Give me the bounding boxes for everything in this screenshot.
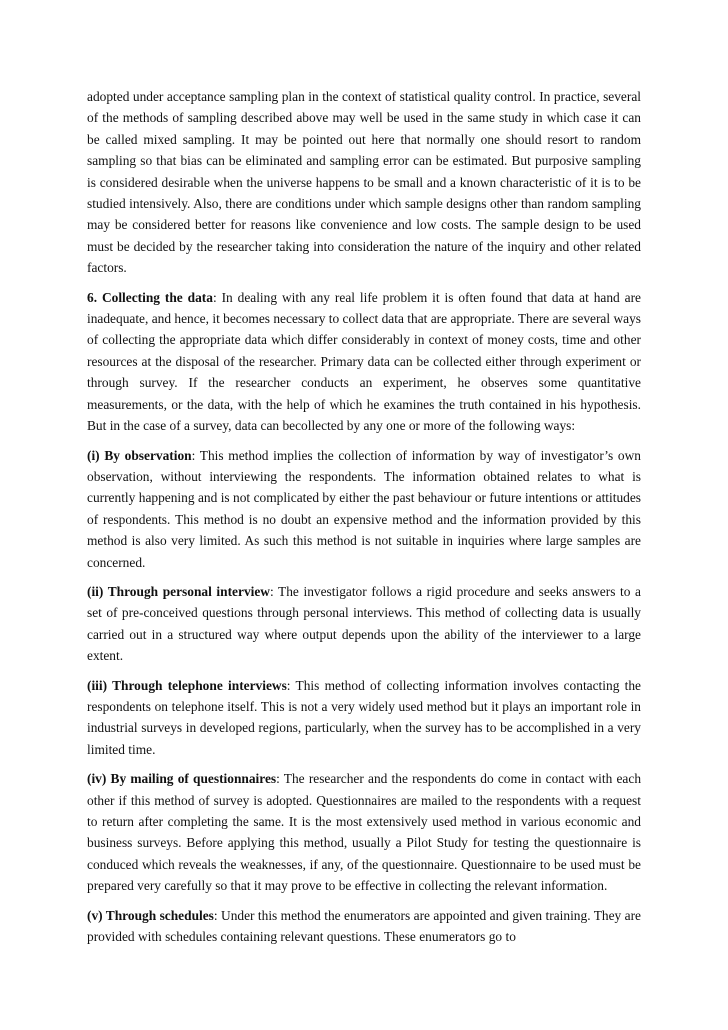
paragraph-text: : In dealing with any real life problem it is often found that data at hand are inadequate, and hence, it becomes necessary to collect data that are appropriate. There are several ways of collecting the appropriate data which differ considerably in context of money costs, time and other resources at the disposal of the researcher. Primary data can be collected either through experiment or through survey. If the researcher conducts an experiment, he observes some quantitative measurements, or the data, with the help of which he examines the truth contained in his hypothesis. But in the case of a survey, data can becollected by any one or more of the following ways: bbox=[87, 289, 641, 434]
method-heading: (v) Through schedules bbox=[87, 907, 214, 923]
paragraph-observation bbox=[87, 445, 641, 573]
method-heading: (iii) Through telephone interviews bbox=[87, 677, 287, 693]
paragraph-sampling-conclusion bbox=[87, 86, 641, 279]
paragraph-collecting-data bbox=[87, 287, 641, 437]
method-heading: (i) By observation bbox=[87, 447, 192, 463]
method-heading: (ii) Through personal interview bbox=[87, 583, 270, 599]
document-page bbox=[87, 86, 641, 955]
paragraph-personal-interview bbox=[87, 581, 641, 667]
paragraph-text: : Under this method the enumerators are appointed and given training. They are provided with schedules containing relevant questions. These enumerators go to bbox=[87, 907, 641, 945]
paragraph-mailing-questionnaires bbox=[87, 768, 641, 896]
section-heading: 6. Collecting the data bbox=[87, 289, 213, 305]
method-heading: (iv) By mailing of questionnaires bbox=[87, 771, 277, 787]
paragraph-schedules bbox=[87, 905, 641, 948]
paragraph-text: : The investigator follows a rigid procedure and seeks answers to a set of pre-conceived questions through personal interviews. This method of collecting data is usually carried out in a structured way where output depends upon the ability of the interviewer to a large extent. bbox=[87, 583, 641, 664]
paragraph-telephone-interviews bbox=[87, 675, 641, 761]
paragraph-text: : This method implies the collection of information by way of investigator’s own observation, without interviewing the respondents. The information obtained relates to what is currently happening and is not complicated by either the past behaviour or future intentions or attitudes of respondents. This method is no doubt an expensive method and the information provided by this method is also very limited. As such this method is not suitable in inquiries where large samples are concerned. bbox=[87, 447, 641, 570]
paragraph-text: : The researcher and the respondents do come in contact with each other if this method of survey is adopted. Questionnaires are mailed to the respondents with a request to return after completing the same. It is the most extensively used method in various economic and business surveys. Before applying this method, usually a Pilot Study for testing the questionnaire is conduced which reveals the weaknesses, if any, of the questionnaire. Questionnaire to be used must be prepared very carefully so that it may prove to be effective in collecting the relevant information. bbox=[87, 771, 642, 894]
paragraph-text: adopted under acceptance sampling plan in the context of statistical quality control. In practice, several of the methods of sampling described above may well be used in the same study in which case it can be called mixed sampling. It may be pointed out here that normally one should resort to random sampling so that bias can be eliminated and sampling error can be estimated. But purposive sampling is considered desirable when the universe happens to be small and a known characteristic of it is to be studied intensively. Also, there are conditions under which sample designs other than random sampling may be considered better for reasons like convenience and low costs. The sample design to be used must be decided by the researcher taking into consideration the nature of the inquiry and other related factors. bbox=[87, 89, 641, 276]
paragraph-text: : This method of collecting information involves contacting the respondents on telephone itself. This is not a very widely used method but it plays an important role in industrial surveys in developed regions, particularly, when the survey has to be accomplished in a very limited time. bbox=[87, 677, 642, 757]
